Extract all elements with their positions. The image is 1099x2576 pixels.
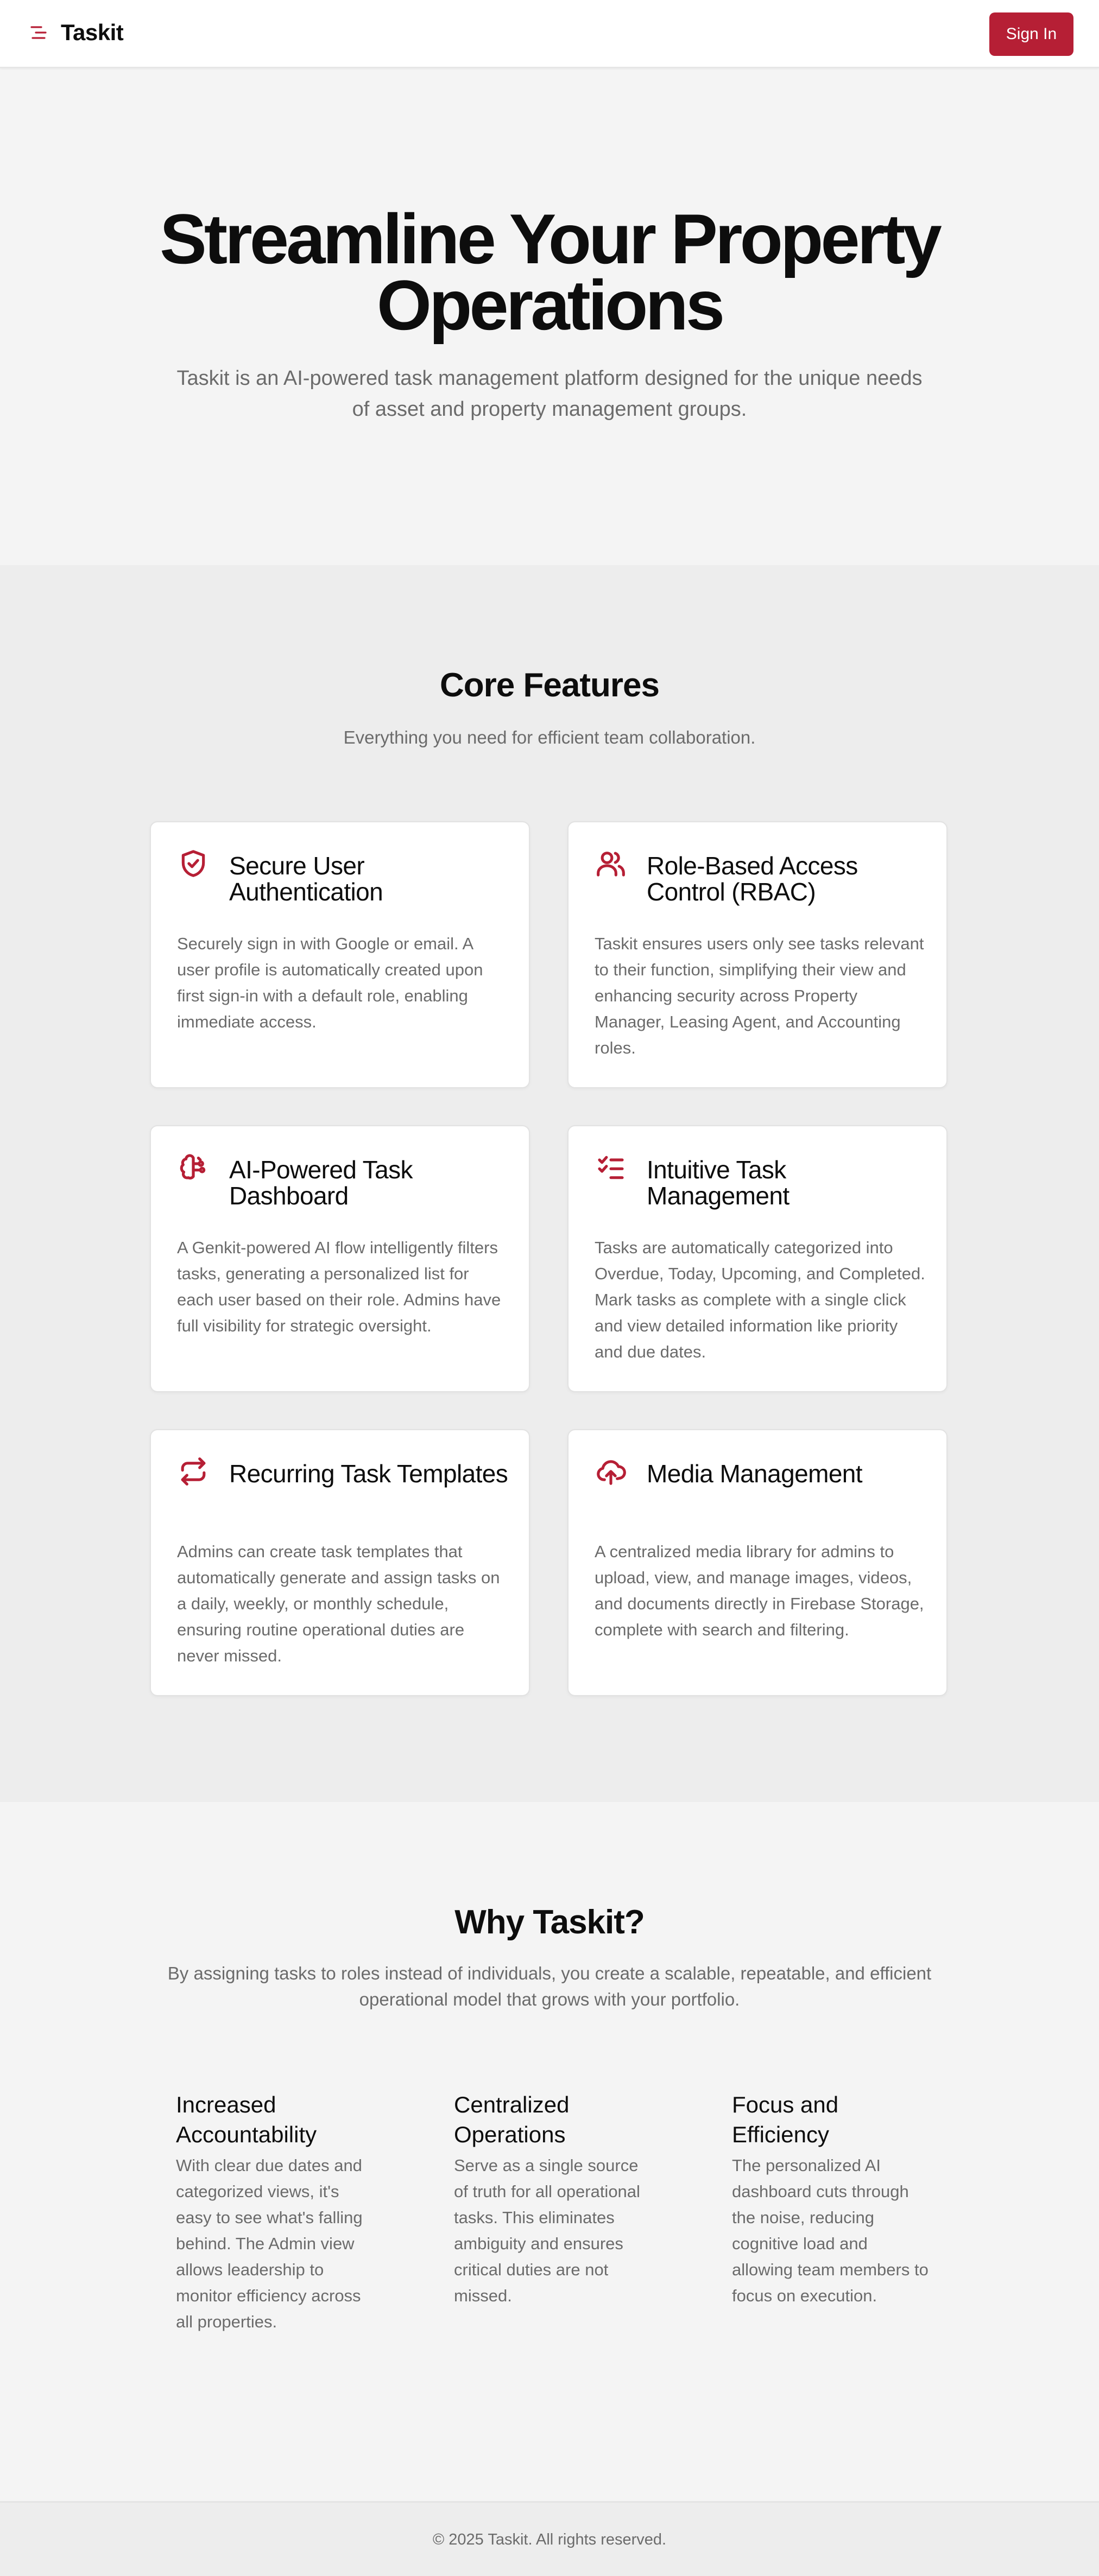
features-subtitle: Everything you need for efficient team collaboration.: [343, 727, 756, 747]
hero-subtitle: Taskit is an AI-powered task management platform designed for the unique needs of asset and property management groups.: [176, 367, 923, 421]
cloud-upload-icon: [596, 1456, 626, 1487]
brand[interactable]: [29, 20, 123, 46]
sign-in-button[interactable]: Sign In: [989, 12, 1073, 56]
feature-card-ai-dashboard: [150, 1125, 530, 1392]
feature-description: Admins can create task templates that automatically generate and assign tasks on a daily, weekly, or monthly schedule, ensuring routine operational duties are never missed.: [177, 1542, 500, 1665]
feature-title: Media Management: [647, 1460, 862, 1488]
feature-card-media-management: [567, 1429, 948, 1696]
benefit-description: Serve as a single source of truth for all operational tasks. This eliminates ambiguity and ensures critical duties are not missed.: [454, 2156, 640, 2305]
copyright-text: © 2025 Taskit. All rights reserved.: [432, 2531, 667, 2548]
features-title: Core Features: [440, 667, 659, 704]
hero-title: Streamline Your Property Operations: [160, 199, 939, 345]
feature-card-recurring-templates: [150, 1429, 530, 1696]
feature-description: Tasks are automatically categorized into Overdue, Today, Upcoming, and Completed. Mark tasks as complete with a single click and view detailed information like priority and due dates.: [595, 1238, 925, 1361]
feature-title: Role-Based Access Control (RBAC): [647, 852, 858, 906]
benefit-title: Focus and Efficiency: [732, 2092, 839, 2147]
why-section: [0, 1802, 1099, 2502]
repeat-icon: [178, 1456, 209, 1487]
benefit-description: With clear due dates and categorized views, it's easy to see what's falling behind. The Admin view allows leadership to monitor efficiency across all properties.: [176, 2156, 363, 2331]
users-icon: [596, 848, 626, 879]
why-title: Why Taskit?: [454, 1904, 645, 1941]
features-section: [0, 565, 1099, 1802]
feature-description: Securely sign in with Google or email. A user profile is automatically created upon first sign-in with a default role, enabling immediate access.: [177, 934, 483, 1031]
top-navbar: [0, 0, 1099, 68]
benefit-title: Centralized Operations: [454, 2092, 570, 2147]
feature-description: Taskit ensures users only see tasks relevant to their function, simplifying their view and enhancing security across Property Manager, Leasing Agent, and Accounting roles.: [595, 934, 924, 1057]
brain-icon: [178, 1152, 209, 1183]
benefit-title: Increased Accountability: [176, 2092, 317, 2147]
shield-check-icon: [178, 848, 209, 879]
benefit-description: The personalized AI dashboard cuts through the noise, reducing cognitive load and allowing team members to focus on execution.: [732, 2156, 929, 2305]
list-checks-icon: [596, 1152, 626, 1183]
feature-card-rbac: [567, 821, 948, 1088]
menu-lines-icon: [29, 23, 48, 42]
footer: [0, 2501, 1099, 2576]
feature-title: Intuitive Task Management: [647, 1156, 789, 1210]
benefit-focus-efficiency: [732, 2090, 933, 2309]
feature-title: AI-Powered Task Dashboard: [229, 1156, 413, 1210]
feature-description: A Genkit-powered AI flow intelligently filters tasks, generating a personalized list for each user based on their role. Admins have full visibility for strategic oversight.: [177, 1238, 501, 1335]
feature-title: Secure User Authentication: [229, 852, 383, 906]
feature-title: Recurring Task Templates: [229, 1460, 508, 1488]
brand-name: Taskit: [61, 20, 124, 45]
why-subtitle: By assigning tasks to roles instead of individuals, you create a scalable, repeatable, and efficient operational model that grows with your portfolio.: [167, 1963, 932, 2009]
feature-card-authentication: [150, 821, 530, 1088]
feature-description: A centralized media library for admins to upload, view, and manage images, videos, and documents directly in Firebase Storage, complete with search and filtering.: [595, 1542, 924, 1639]
benefit-centralized-operations: [454, 2090, 655, 2309]
feature-card-task-management: [567, 1125, 948, 1392]
hero-section: [0, 70, 1099, 565]
benefit-accountability: [176, 2090, 377, 2335]
